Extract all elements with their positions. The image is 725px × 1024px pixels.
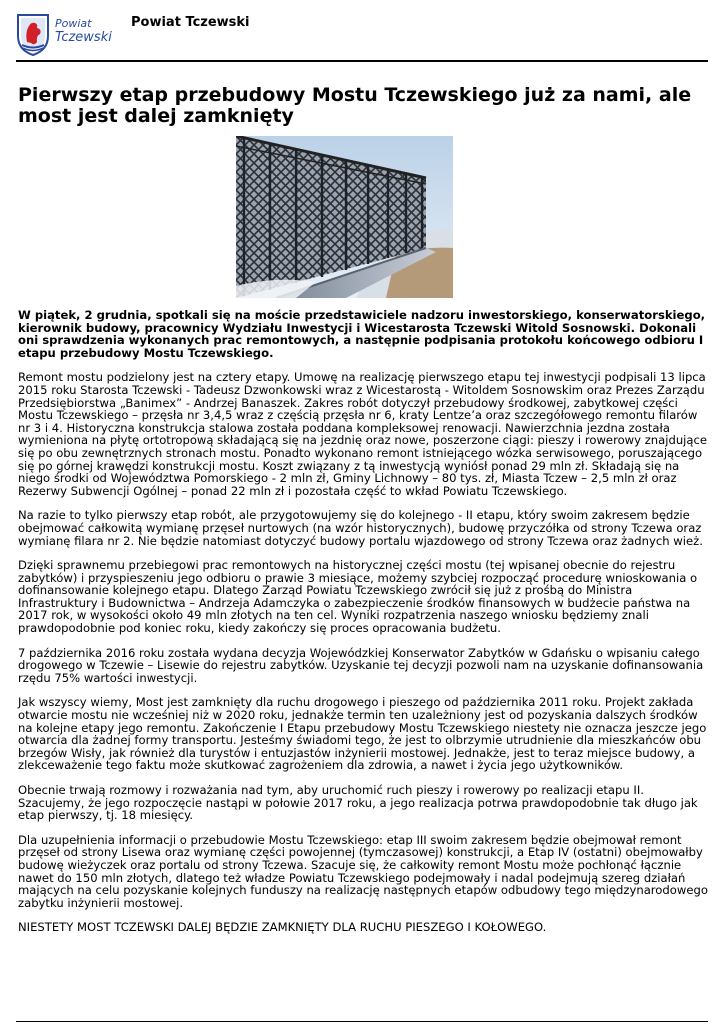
footer-divider [16,1021,708,1022]
logo-text-line2: Tczewski [55,30,112,45]
article-closing-note: NIESTETY MOST TCZEWSKI DALEJ BĘDZIE ZAMKNIĘTY DLA RUCHU PIESZEGO I KOŁOWEGO. [18,920,547,935]
bridge-photo [236,136,453,298]
coat-of-arms-griffin-icon [16,12,50,56]
logo-text-line1: Powiat [55,17,92,30]
article-paragraph: Jak wszyscy wiemy, Most jest zamknięty dla ruchu drogowego i pieszego od października 2011 roku. Projekt zakłada otwarcie mostu nie wcześniej niż w 2020 roku, jednakże termin ten uzależniony jest od pozyskania dalszych środków na kolejne etapy jego remontu. Zakończenie I Etapu przebudowy Mostu Tczewskiego niestety nie oznacza jeszcze jego otwarcia dla żadnej formy transportu. Jesteśmy świadomi tego, że jest to olbrzymie utrudnienie dla mieszkańców obu brzegów Wisły, jak również dla turystów i entuzjastów inżynierii mostowej. Jednakże, jest to teraz miejsce budowy, a zlekceważenie tego faktu może skutkować zagrożeniem dla zdrowia, a nawet i życia jego użytkowników. [18,695,707,773]
article-title: Pierwszy etap przebudowy Mostu Tczewskiego już za nami, ale most jest dalej zamknięty [18,84,692,127]
article-lead: W piątek, 2 grudnia, spotkali się na moście przedstawiciele nadzoru inwestorskiego, konserwatorskiego, kierownik budowy, pracownicy Wydziału Inwestycji i Wicestarosta Tczewski Witold Sosnowski. Dokonali oni sprawdzenia wykonanych prac remontowych, a następnie podpisania protokołu końcowego odbioru I etapu przebudowy Mostu Tczewskiego. [18,308,706,360]
header-divider [16,60,708,62]
article-paragraph: 7 października 2016 roku została wydana decyzja Wojewódzkiej Konserwator Zabytków w Gdańsku o wpisaniu całego drogowego w Tczewie – Lisewie do rejestru zabytków. Uzyskanie tej decyzji pozwoli nam na uzyskanie dofinansowania rzędu 75% wartości inwestycji. [18,645,704,685]
article-paragraph: Dzięki sprawnemu przebiegowi prac remontowych na historycznej części mostu (tej wpisanej obecnie do rejestru zabytków) i przyspieszeniu jego odbioru o prawie 3 miesiące, możemy szybciej rozpocząć procedurę wnioskowania o dofinansowanie kolejnego etapu. Dlatego Zarząd Powiatu Tczewskiego zwrócił się już z prośbą do Ministra Infrastruktury i Budownictwa – Andrzeja Adamczyka o zabezpieczenie środków finansowych w budżecie państwa na 2017 rok, w wysokości około 49 mln złotych na ten cel. Wyniki rozpatrzenia naszego wniosku będziemy znali prawdopodobnie pod koniec roku, kiedy zakończy się proces opracowania budżetu. [18,558,698,636]
page-header [16,12,708,62]
article-body [18,309,710,946]
site-name[interactable]: Powiat Tczewski [131,15,250,30]
logo[interactable] [16,12,116,58]
article-paragraph: Na razie to tylko pierwszy etap robót, ale przygotowujemy się do kolejnego - II etapu, który swoim zakresem będzie obejmować całkowitą wymianę przęseł nurtowych (na wzór historycznych), budowę przyczółka od strony Tczewa oraz wymianę filara nr 2. Nie będzie natomiast dotyczyć budowy portalu wjazdowego od strony Tczewa oraz żadnych wież. [18,508,703,548]
article-paragraph: Obecnie trwają rozmowy i rozważania nad tym, aby uruchomić ruch pieszy i rowerowy po realizacji etapu II. Szacujemy, że jego rozpoczęcie nastąpi w połowie 2017 roku, a jego realizacja potrwa prawdopodobnie tak długo jak etap pierwszy, tj. 18 miesięcy. [18,783,698,823]
article-paragraph: Dla uzupełnienia informacji o przebudowie Mostu Tczewskiego: etap III swoim zakresem będzie obejmował remont przęseł od strony Lisewa oraz wymianę części powojennej (tymczasowej) konstrukcji, a Etap IV (ostatni) obejmowałby budowę wieżyczek oraz portalu od strony Tczewa. Szacuje się, że całkowity remont Mostu może pochłonąć łącznie nawet do 150 mln złotych, dlatego też władze Powiatu Tczewskiego podejmowały i nadal podejmują szereg działań mających na celu pozyskanie kolejnych funduszy na realizację następnych etapów odbudowy tego międzynarodowego zabytku inżynierii mostowej. [18,832,708,910]
article-paragraph: Remont mostu podzielony jest na cztery etapy. Umowę na realizację pierwszego etapu tej inwestycji podpisali 13 lipca 2015 roku Starosta Tczewski - Tadeusz Dzwonkowski wraz z Wicestarostą - Witoldem Sosnowskim oraz Prezes Zarządu Przedsiębiorstwa „Banimex” - Andrzej Banaszek. Zakres robót dotyczył przebudowy środkowej, zabytkowej części Mostu Tczewskiego – przęsła nr 3,4,5 wraz z częścią przęsła nr 6, kraty Lentze’a oraz szczegółowego remontu filarów nr 3 i 4. Historyczna konstrukcja stalowa została poddana kompleksowej renowacji. Nawierzchnia jezdna została wymieniona na płytę ortotropową składającą się na jezdnię oraz nowe, poszerzone ciągi: pieszy i rowerowy znajdujące się po obu zewnętrznych stronach mostu. Ponadto wykonano remont istniejącego wózka serwisowego, poruszającego się po górnej krawędzi konstrukcji mostu. Koszt związany z tą inwestycją wyniósł ponad 29 mln zł. Składają się na niego środki od Województwa Pomorskiego - 2 mln zł, Gminy Lichnowy – 80 tys. zł, Miasta Tczew – 2,5 mln zł oraz Rezerwy Subwencji Ogólnej – ponad 22 mln zł i pozostała część to wkład Powiatu Tczewskiego. [18,370,707,498]
